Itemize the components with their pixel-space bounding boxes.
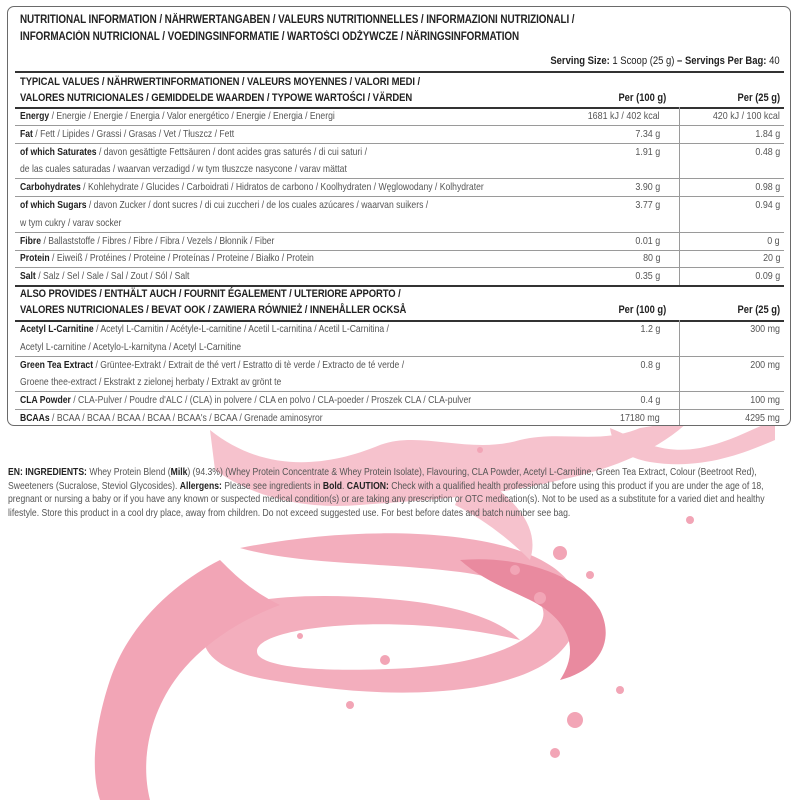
divider-top — [15, 71, 784, 73]
nutrient-row — [15, 267, 784, 285]
ingredients-text-4: . — [341, 480, 347, 492]
nutrient-name: Fibre — [20, 234, 42, 247]
col-per-25g: Per (25 g) — [737, 92, 780, 104]
extra-name: BCAAs — [20, 412, 50, 424]
nutrient-name: Protein — [20, 252, 50, 265]
extra-label — [20, 359, 404, 371]
nutrient-label — [20, 181, 484, 193]
extra-translations: / BCAA / BCAA / BCAA / BCAA / BCAA's / BCAA / Grenade aminosyror — [49, 412, 323, 424]
nutrient-value-per-100g: 1.91 g — [635, 145, 660, 158]
nutrient-label — [20, 146, 367, 158]
extra-translations: Acetyl L-carnitine / Acetylo-L-karnityna / Acetyl L-Carnitine — [20, 340, 242, 353]
extra-value-per-100g: 17180 mg — [620, 412, 660, 424]
nutrient-label — [20, 217, 121, 229]
extra-value-per-25g: 300 mg — [750, 323, 780, 335]
nutrient-translations: w tym cukry / varav socker — [20, 216, 122, 229]
nutrient-row — [15, 125, 784, 144]
nutrition-header-line-2: INFORMACIÓN NUTRICIONAL / VOEDINGSINFORMATIE / WARTOŚCI ODŻYWCZE / NÄRINGSINFORMATION — [20, 31, 520, 43]
nutrient-value-per-100g: 80 g — [642, 252, 660, 265]
also-col-per-25g: Per (25 g) — [737, 304, 780, 316]
nutrient-name: Energy — [20, 110, 50, 122]
nutrient-label — [20, 199, 428, 211]
nutrient-translations: / Kohlehydrate / Glucides / Carboidrati / Hidratos de carbono / Koolhydraten / Węglowodany / Kolhydrater — [80, 181, 484, 194]
serving-info — [551, 55, 780, 67]
col-per-100g: Per (100 g) — [618, 92, 666, 104]
nutrient-name: Carbohydrates — [20, 181, 81, 194]
also-provides-line-1: ALSO PROVIDES / ENTHÄLT AUCH / FOURNIT ÉGALEMENT / ULTERIORE APPORTO / — [20, 288, 401, 300]
nutrient-value-per-25g: 0.98 g — [755, 181, 780, 194]
nutrient-row — [15, 178, 784, 197]
ingredients-text-2: ) (94.3%) (Whey Protein Concentrate & Whey Protein Isolate), Flavouring, CLA Powder, Acetyl L-Carnitine, Green Tea Extract, Colour (Beetroot Red), Sweeteners (Sucralose, Steviol Glycosides). — [8, 467, 757, 492]
nutrient-name: Fat — [20, 127, 33, 140]
ingredients-text-1: Whey Protein Blend ( — [86, 467, 171, 478]
nutrient-value-per-25g: 1.84 g — [755, 127, 780, 140]
nutrient-label — [20, 270, 189, 282]
extra-name: CLA Powder — [20, 394, 71, 407]
nutrient-value-per-100g: 0.35 g — [635, 270, 660, 283]
extra-value-per-100g: 1.2 g — [640, 323, 660, 335]
extra-translations: / Acetyl L-Carnitin / Acétyle-L-carnitine / Acetil L-carnitina / Acetil L-Carnitina / — [93, 323, 389, 335]
nutrient-value-per-100g: 3.77 g — [635, 199, 660, 211]
nutrient-translations: / Eiweiß / Protéines / Proteine / Proteínas / Proteine / Białko / Protein — [49, 252, 314, 265]
allergens-label: Allergens: — [179, 480, 222, 492]
also-provides-line-2: VALORES NUTRICIONALES / BEVAT OOK / ZAWIERA RÓWNIEŻ / INNEHÅLLER OCKSÅ — [20, 304, 407, 316]
nutrient-row — [15, 143, 784, 161]
nutrient-row — [15, 107, 784, 126]
column-separator — [679, 107, 680, 285]
extra-label — [20, 323, 389, 335]
serving-size-value: 1 Scoop (25 g) — [612, 55, 675, 67]
extra-label — [20, 341, 241, 353]
nutrient-value-per-100g: 1681 kJ / 402 kcal — [588, 110, 660, 122]
nutrient-row — [15, 249, 784, 268]
also-col-per-100g: Per (100 g) — [618, 304, 666, 316]
nutrient-name: of which Sugars — [20, 199, 87, 211]
nutrient-value-per-25g: 20 g — [762, 252, 780, 265]
nutrient-translations: / Salz / Sel / Sale / Sal / Zout / Sól / Salt — [35, 270, 190, 283]
bold-word: Bold — [322, 480, 342, 492]
nutrient-label — [20, 128, 234, 140]
nutrient-row — [15, 196, 784, 214]
extra-row — [15, 356, 784, 374]
nutrient-label — [20, 110, 335, 122]
ingredients-text-3: Please see ingredients in — [221, 480, 323, 492]
typical-values-line-1: TYPICAL VALUES / NÄHRWERTINFORMATIONEN / VALEURS MOYENNES / VALORI MEDI / — [20, 76, 421, 88]
nutrition-panel — [7, 6, 791, 426]
nutrient-value-per-100g: 7.34 g — [635, 127, 660, 140]
nutrient-value-per-25g: 0.09 g — [755, 270, 780, 283]
nutrition-header-line-1: NUTRITIONAL INFORMATION / NÄHRWERTANGABEN / VALEURS NUTRITIONNELLES / INFORMAZIONI NUTRIZIONALI / — [20, 14, 575, 26]
nutrient-value-per-25g: 0 g — [767, 234, 780, 247]
extra-row — [15, 373, 784, 392]
serving-dash: – — [677, 55, 683, 67]
extra-value-per-100g: 0.4 g — [640, 394, 660, 407]
nutrient-translations: / davon gesättigte Fettsäuren / dont acides gras saturés / di cui saturi / — [96, 145, 367, 158]
column-separator-extras — [679, 320, 680, 426]
extra-row — [15, 338, 784, 357]
extra-row — [15, 409, 784, 426]
caution-text: Check with a qualified health professional before using this product if you are under the age of 18, pregnant or nursing a baby or if you have any known or suspected medical condition(s) or are taking any prescription or OTC medication(s). Not to be used as a substitute for a varied diet and healthy lifestyle. Store this product in a cool dry place, away from children. Do not exceed suggested use. For best before dates and batch number see bag. — [8, 480, 765, 519]
ingredients-paragraph — [8, 466, 790, 520]
nutrient-label — [20, 235, 274, 247]
extra-label — [20, 412, 323, 424]
extra-translations: / CLA-Pulver / Poudre d'ALC / (CLA) in polvere / CLA en polvo / CLA-poeder / Proszek CLA / CLA-pulver — [70, 394, 472, 407]
extra-name: Acetyl L-Carnitine — [20, 323, 94, 335]
nutrient-value-per-25g: 420 kJ / 100 kcal — [713, 110, 780, 122]
nutrient-row — [15, 214, 784, 233]
nutrient-value-per-100g: 0.01 g — [635, 234, 660, 247]
extra-value-per-25g: 200 mg — [750, 358, 780, 371]
typical-values-line-2: VALORES NUTRICIONALES / GEMIDDELDE WAARDEN / TYPOWE WARTOŚCI / VÄRDEN — [20, 92, 413, 104]
nutrient-translations: / Ballaststoffe / Fibres / Fibre / Fibra / Vezels / Błonnik / Fiber — [41, 234, 275, 247]
ingredients-label: INGREDIENTS: — [25, 467, 87, 478]
nutrient-row — [15, 160, 784, 179]
lang-code: EN: — [8, 467, 23, 478]
servings-per-bag-label: Servings Per Bag: — [685, 55, 767, 67]
nutrient-value-per-100g: 3.90 g — [635, 181, 660, 194]
extra-value-per-25g: 4295 mg — [745, 412, 780, 424]
nutrient-name: Salt — [20, 270, 36, 283]
caution-label: CAUTION: — [346, 480, 389, 492]
nutrient-label — [20, 252, 314, 264]
allergen-milk: Milk — [170, 467, 188, 478]
nutrient-translations: / Fett / Lipides / Grassi / Grasas / Vet / Tłuszcz / Fett — [32, 127, 235, 140]
extra-translations: Groene thee-extract / Ekstrakt z zielonej herbaty / Extrakt av grönt te — [20, 376, 282, 389]
nutrient-label — [20, 163, 347, 175]
extra-row — [15, 391, 784, 410]
extra-value-per-25g: 100 mg — [750, 394, 780, 407]
nutrient-name: of which Saturates — [20, 145, 97, 158]
divider-also — [15, 285, 784, 287]
extra-label — [20, 376, 281, 388]
nutrient-translations: de las cuales saturadas / waarvan verzadigd / w tym tłuszcze nasycone / varav mättat — [20, 163, 347, 176]
extra-row — [15, 320, 784, 338]
extra-value-per-100g: 0.8 g — [640, 358, 660, 371]
extra-label — [20, 394, 471, 406]
nutrient-row — [15, 232, 784, 251]
serving-size-label: Serving Size: — [550, 55, 611, 67]
nutrient-translations: / davon Zucker / dont sucres / di cui zuccheri / de los cuales azúcares / waarvan suikers / — [86, 199, 429, 211]
nutrient-value-per-25g: 0.48 g — [755, 145, 780, 158]
extra-name: Green Tea Extract — [20, 358, 94, 371]
extra-translations: / Grüntee-Extrakt / Extrait de thé vert / Estratto di tè verde / Extracto de té verde / — [93, 358, 405, 371]
nutrient-value-per-25g: 0.94 g — [755, 199, 780, 211]
servings-per-bag-value: 40 — [769, 55, 780, 67]
nutrient-translations: / Energie / Energie / Energia / Valor energético / Energie / Energia / Energi — [49, 110, 335, 122]
